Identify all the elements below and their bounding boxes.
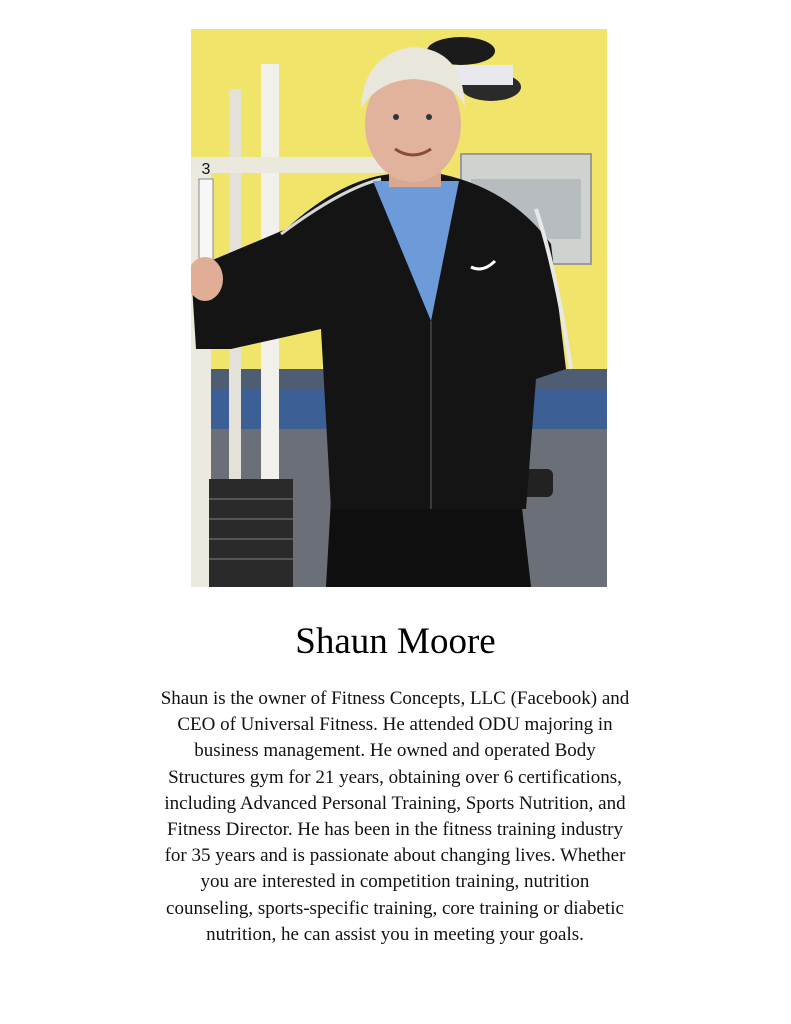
profile-bio — [95, 686, 695, 948]
bio-line: business management. He owned and operated Body — [194, 740, 596, 762]
machine-label-plate — [199, 179, 213, 269]
bio-line: counseling, sports-specific training, core training or diabetic — [166, 897, 624, 919]
bio-line: CEO of Universal Fitness. He attended ODU majoring in — [177, 714, 613, 736]
bio-line: you are interested in competition training, nutrition — [200, 871, 590, 893]
profile-photo — [191, 29, 607, 587]
left-eye — [393, 114, 399, 120]
bio-line: for 35 years and is passionate about changing lives. Whether — [164, 845, 626, 867]
gym-photo-illustration — [191, 29, 607, 587]
profile-name: Shaun Moore — [295, 621, 496, 662]
right-eye — [426, 114, 432, 120]
bio-line: Structures gym for 21 years, obtaining over 6 certifications, — [168, 766, 622, 788]
bio-line: including Advanced Personal Training, Sports Nutrition, and — [164, 792, 626, 814]
pants — [326, 499, 531, 587]
bio-line: Shaun is the owner of Fitness Concepts, LLC (Facebook) and — [160, 688, 630, 709]
weight-stack — [209, 479, 293, 587]
machine-number: 3 — [201, 161, 211, 178]
bio-line: Fitness Director. He has been in the fitness training industry — [167, 819, 623, 841]
bio-line: nutrition, he can assist you in meeting your goals. — [206, 923, 584, 945]
brand-sign — [453, 65, 513, 85]
